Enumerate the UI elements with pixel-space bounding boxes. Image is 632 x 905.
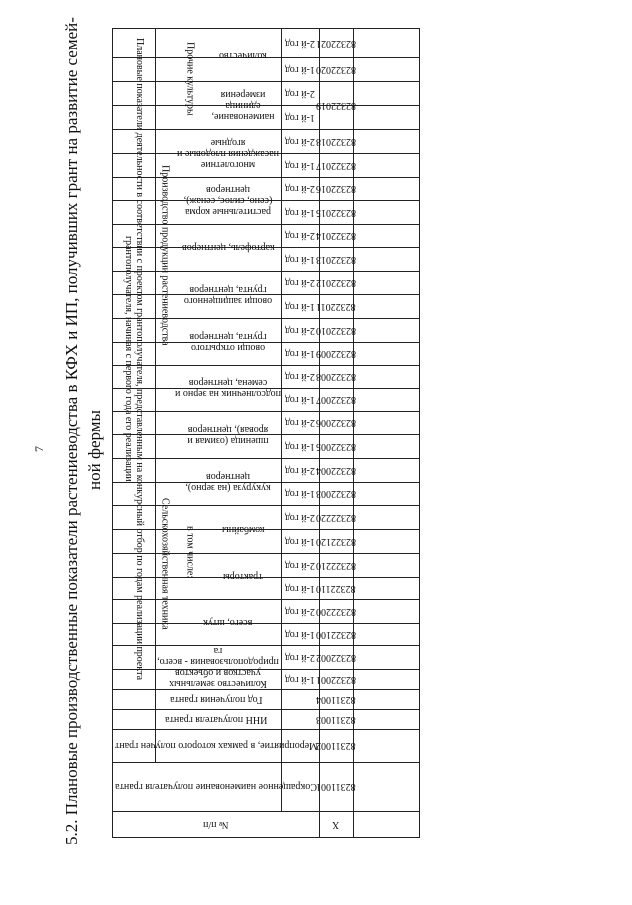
year-label: 2-й год: [285, 135, 315, 147]
header-sunflower: подсолнечник на зерно и семена, центнеров: [175, 377, 281, 399]
header-event: Мероприятие, в рамках которого получен грант: [114, 740, 318, 751]
code-cell: 82322110: [316, 582, 356, 594]
header-tractors: тракторы: [223, 570, 263, 582]
header-perennial: многолетние насаждения плодовые и ягодные: [177, 136, 279, 170]
header-planned: Плановые показатели деятельности в соответствии с проектом грантополучателя, представленным на конкурсный отбор по годам реализации проекта грантополучателя, начиная с первого года его реализации: [123, 37, 145, 681]
year-label: 2-й год: [285, 230, 315, 241]
code-cell: 82322018: [316, 135, 356, 147]
header-potato: картофель, центнеров: [181, 242, 275, 253]
code-cell: 82322100: [316, 628, 356, 640]
year-label: 1-й год: [285, 253, 315, 265]
code-cell: 82322019: [316, 99, 356, 111]
production-indicators-table: [112, 28, 420, 838]
header-veg-open: овощи открытого грунта, центнеров: [189, 330, 267, 353]
code-cell: 82311004: [316, 693, 356, 705]
code-cell: 82322004: [316, 464, 356, 476]
code-cell: 82311001: [316, 781, 356, 792]
header-other: Прочие культуры: [184, 42, 196, 116]
year-label: 1-й год: [285, 535, 315, 547]
code-cell: 82322011: [316, 300, 356, 312]
year-label: 1-й год: [285, 394, 315, 405]
code-cell: 82322009: [316, 348, 356, 359]
year-label: 1-й год: [285, 111, 315, 123]
year-label: 2-й год: [285, 511, 315, 523]
code-cell: 82322005: [316, 440, 356, 452]
year-label: 1-й год: [285, 582, 315, 594]
header-inn: ИНН получателя гранта: [164, 713, 268, 725]
header-veg-closed: овощи защищенного грунта, центнеров: [183, 283, 273, 306]
year-label: 1-й год: [285, 488, 315, 499]
code-cell: 82322010: [316, 324, 356, 336]
code-cell: 82322017: [316, 159, 356, 171]
code-cell: 82322012: [316, 277, 356, 288]
header-land: Количество земельных участков и объектов природопользования - всего, га: [157, 645, 279, 689]
header-wheat: пшеница (озимая и яровая), центнеров: [187, 423, 269, 446]
page-number: 7: [32, 446, 46, 452]
header-total: всего, штук: [203, 616, 253, 628]
code-cell: 82322014: [316, 230, 356, 241]
code-cell: 82322021: [316, 37, 356, 49]
code-cell: 82311002: [316, 740, 356, 751]
header-including: в том числе:: [184, 525, 196, 579]
year-label: 1-й год: [285, 628, 315, 640]
year-label: 2-й год: [285, 87, 315, 99]
code-cell: 82311003: [316, 713, 356, 725]
header-year: Год получения гранта: [169, 693, 263, 705]
code-cell: 82322002: [316, 651, 356, 663]
code-cell: 82322220: [316, 511, 356, 523]
header-other-name: наименование, единица измерения: [211, 88, 275, 122]
code-cell: X: [332, 818, 340, 830]
year-label: 1-й год: [285, 206, 315, 218]
code-cell: 82322015: [316, 206, 356, 218]
year-label: 2-й год: [285, 324, 315, 336]
code-cell: 82322120: [316, 535, 356, 547]
code-cell: 82322210: [316, 559, 356, 571]
code-cell: 82322020: [316, 63, 356, 75]
header-feed: растительные корма (сено, силос, сенаж), центнеров: [183, 184, 273, 217]
code-cell: 82322006: [316, 417, 356, 428]
year-label: 2-й год: [285, 559, 315, 571]
year-label: 2-й год: [285, 417, 315, 428]
year-label: 2-й год: [285, 464, 315, 476]
year-label: 2-й год: [285, 37, 315, 49]
year-label: 2-й год: [285, 371, 315, 382]
code-cell: 82322200: [316, 605, 356, 617]
header-num: № п/п: [203, 818, 229, 830]
year-label: 1-й год: [285, 348, 315, 359]
code-cell: 82322007: [316, 394, 356, 405]
code-cell: 82322016: [316, 183, 356, 194]
page-title: 5.2. Плановые производственные показатели растениеводства в КФХ и ИП, получивших грант на развитие семей-: [62, 17, 81, 845]
year-label: 1-й год: [285, 159, 315, 171]
year-label: 1-й год: [285, 440, 315, 452]
year-label: 1-й год: [285, 300, 315, 312]
code-cell: 82322003: [316, 488, 356, 499]
year-label: 2-й год: [285, 277, 315, 288]
year-label: 1-й год: [285, 63, 315, 75]
header-short-name: Сокращенное наименование получателя гранта: [115, 781, 317, 792]
code-cell: 82322013: [316, 253, 356, 265]
year-label: 2-й год: [285, 183, 315, 194]
header-quantity: количество: [219, 49, 267, 61]
header-corn: кукуруза (на зерно), центнеров: [185, 470, 271, 493]
header-machinery: Сельскохозяйственная техника: [159, 497, 171, 630]
page-title-continued: ной фермы: [85, 410, 104, 490]
year-label: 2-й год: [285, 605, 315, 617]
year-label: 1-й год: [285, 673, 315, 685]
header-combines: комбайны: [221, 523, 265, 535]
header-production: Производство продукции растениеводства: [159, 165, 171, 346]
code-cell: 82322001: [316, 673, 356, 685]
year-label: 2-й год: [285, 651, 315, 663]
code-cell: 82322008: [316, 371, 356, 382]
